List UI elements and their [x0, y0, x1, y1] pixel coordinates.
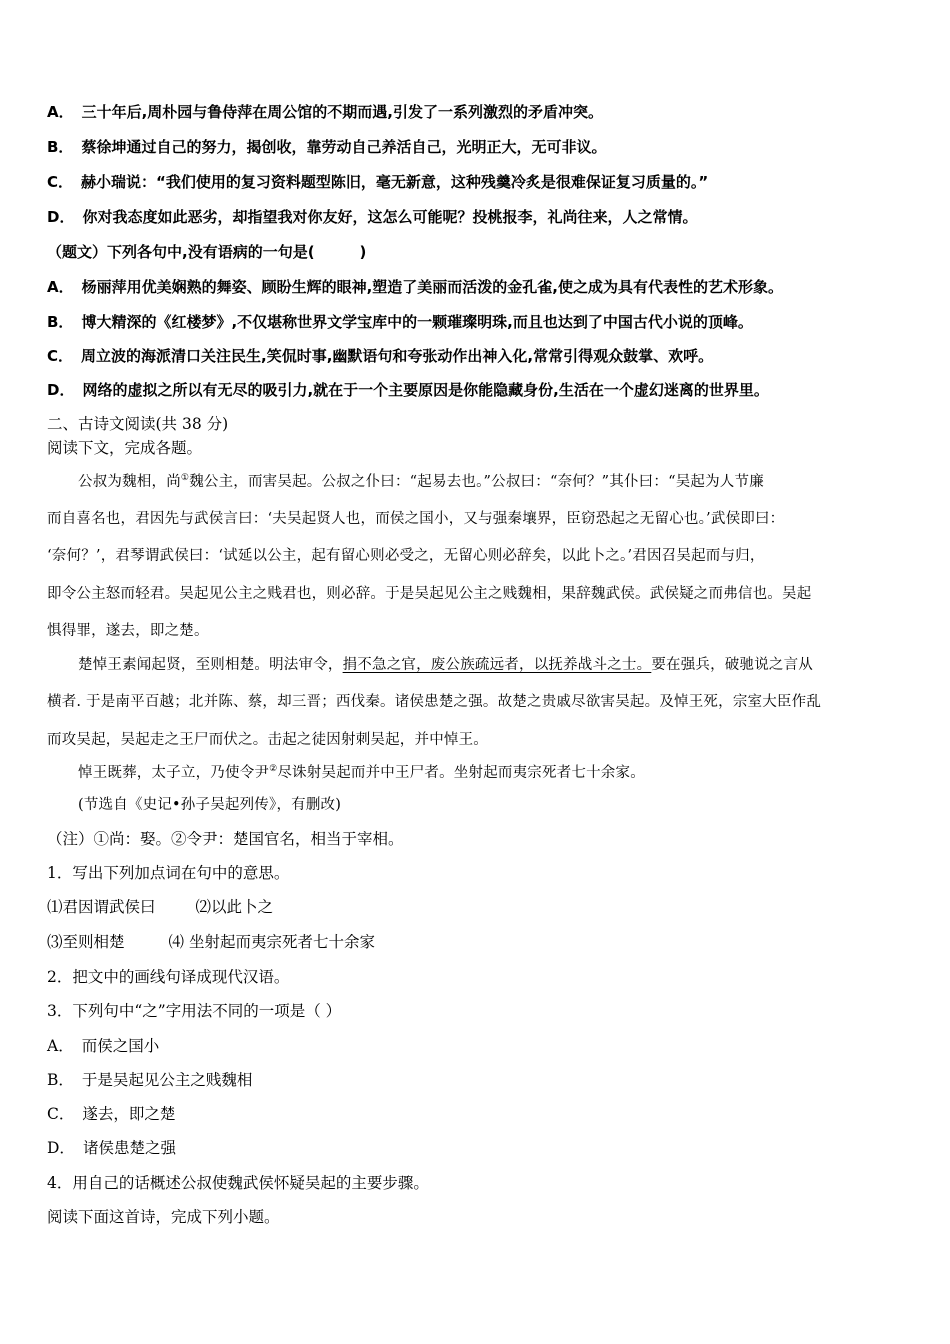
option-label: C．	[47, 1105, 75, 1123]
footnote: （注）①尚：娶。②令尹：楚国官名，相当于宰相。	[47, 830, 404, 848]
grammar-option-d	[47, 380, 769, 400]
option-label: B．	[47, 138, 74, 156]
question-2: 2．把文中的画线句译成现代汉语。	[47, 968, 290, 986]
section-instruction: 阅读下文，完成各题。	[47, 439, 203, 457]
option-text: 博大精深的《红楼梦》,不仅堪称世界文学宝库中的一颗璀璨明珠,而且也达到了中国古代小说的顶峰。	[81, 313, 753, 331]
option-label: D．	[47, 381, 75, 399]
next-instruction: 阅读下面这首诗，完成下列小题。	[47, 1208, 280, 1226]
option-text: 周立波的海派清口关注民生,笑侃时事,幽默语句和夸张动作出神入化,常常引得观众鼓掌、欢呼。	[81, 347, 714, 365]
section-title: 二、古诗文阅读(共 38 分)	[47, 415, 229, 433]
option-text: 遂去，即之楚	[82, 1105, 176, 1123]
question-1-items-row	[47, 897, 273, 917]
footnote-marker: ①	[180, 473, 190, 484]
passage-line	[78, 472, 764, 492]
option-label: C．	[47, 173, 74, 191]
passage-line: 即令公主怒而轻君。吴起见公主之贱君也，则必辞。于是吴起见公主之贱魏相，果辞魏武侯。武侯疑之而弗信也。吴起	[47, 586, 812, 602]
grammar-question-stem: （题文）下列各句中,没有语病的一句是( )	[47, 243, 367, 261]
option-text: 而侯之国小	[81, 1037, 160, 1055]
passage-line: ‘奈何？’，君琴谓武侯曰：‘试延以公主，起有留心则必受之，无留心则必辞矣，以此卜之。’君因召吴起而与归，	[47, 548, 765, 564]
option-label: A．	[47, 1037, 74, 1055]
prev-option-c	[47, 172, 708, 192]
prev-option-b	[47, 137, 606, 157]
option-label: D．	[47, 208, 75, 226]
option-label: B．	[47, 1071, 74, 1089]
option-text: 杨丽萍用优美娴熟的舞姿、顾盼生辉的眼神,塑造了美丽而活泼的金孔雀,使之成为具有代表性的艺术形象。	[81, 278, 784, 296]
option-text: 赫小瑞说：“我们使用的复习资料题型陈旧，毫无新意，这种残羹冷炙是很难保证复习质量的。”	[81, 173, 709, 191]
prev-option-a	[47, 102, 603, 122]
q3-option-a	[47, 1036, 159, 1056]
passage-line	[78, 655, 813, 675]
passage-text: 楚悼王素闻起贤，至则相楚。明法审令，	[78, 657, 343, 673]
question-3: 3．下列句中“之”字用法不同的一项是（ ）	[47, 1002, 342, 1020]
passage-line: 而攻吴起，吴起走之王尸而伏之。击起之徒因射刺吴起，并中悼王。	[47, 732, 488, 748]
grammar-option-a	[47, 277, 783, 297]
q3-option-d	[47, 1138, 176, 1158]
prev-option-d	[47, 207, 697, 227]
option-text: 网络的虚拟之所以有无尽的吸引力,就在于一个主要原因是你能隐藏身份,生活在一个虚幻迷离的世界里。	[82, 381, 769, 399]
passage-line	[78, 763, 645, 783]
passage-line: 横者. 于是南平百越；北并陈、蔡，却三晋；西伐秦。诸侯患楚之强。故楚之贵戚尽欲害吴起。及悼王死，宗室大臣作乱	[47, 694, 822, 710]
question-4: 4．用自己的话概述公叔使魏武侯怀疑吴起的主要步骤。	[47, 1174, 429, 1192]
option-text: 蔡徐坤通过自己的努力，揭创收，靠劳动自己养活自己，光明正大，无可非议。	[81, 138, 607, 156]
question-1: 1．写出下列加点词在句中的意思。	[47, 864, 290, 882]
option-text: 于是吴起见公主之贱魏相	[81, 1071, 253, 1089]
q1-item: ⑷ 坐射起而夷宗死者七十余家	[168, 933, 375, 951]
passage-text: 公叔为魏相，尚	[78, 474, 181, 490]
underlined-sentence: 捐不急之官，废公族疏远者，以抚养战斗之士。	[342, 657, 652, 673]
grammar-option-c	[47, 346, 713, 366]
q1-item: ⑴君因谓武侯曰	[47, 898, 156, 916]
option-label: A．	[47, 278, 74, 296]
option-text: 你对我态度如此恶劣，却指望我对你友好，这怎么可能呢？投桃报李，礼尚往来，人之常情。	[82, 208, 698, 226]
option-label: B．	[47, 313, 74, 331]
option-text: 三十年后,周朴园与鲁侍萍在周公馆的不期而遇,引发了一系列激烈的矛盾冲突。	[81, 103, 604, 121]
passage-text: 悼王既葬，太子立，乃使令尹	[78, 765, 270, 781]
q1-item: ⑶至则相楚	[47, 933, 125, 951]
footnote-marker: ②	[269, 764, 278, 775]
option-label: A．	[47, 103, 74, 121]
passage-source: (节选自《史记•孙子吴起列传》，有删改)	[78, 797, 342, 813]
passage-text: 魏公主，而害吴起。公叔之仆曰：“起易去也。”公叔曰：“奈何？”其仆曰：“吴起为人节廉	[189, 474, 764, 490]
passage-text: 要在强兵，破驰说之言从	[651, 657, 814, 673]
q3-option-b	[47, 1070, 252, 1090]
grammar-option-b	[47, 312, 753, 332]
option-label: D．	[47, 1139, 75, 1157]
option-label: C．	[47, 347, 74, 365]
passage-line: 而自喜名也，君因先与武侯言曰：‘夫吴起贤人也，而侯之国小，又与强秦壤界，臣窃恐起之无留心也。’武侯即曰：	[47, 511, 785, 527]
passage-text: 尽诛射吴起而并中王尸者。坐射起而夷宗死者七十余家。	[277, 765, 645, 781]
q1-item: ⑵以此卜之	[195, 898, 274, 916]
passage-line: 惧得罪，遂去，即之楚。	[47, 623, 209, 639]
question-1-items-row	[47, 932, 375, 952]
q3-option-c	[47, 1104, 175, 1124]
option-text: 诸侯患楚之强	[82, 1139, 176, 1157]
